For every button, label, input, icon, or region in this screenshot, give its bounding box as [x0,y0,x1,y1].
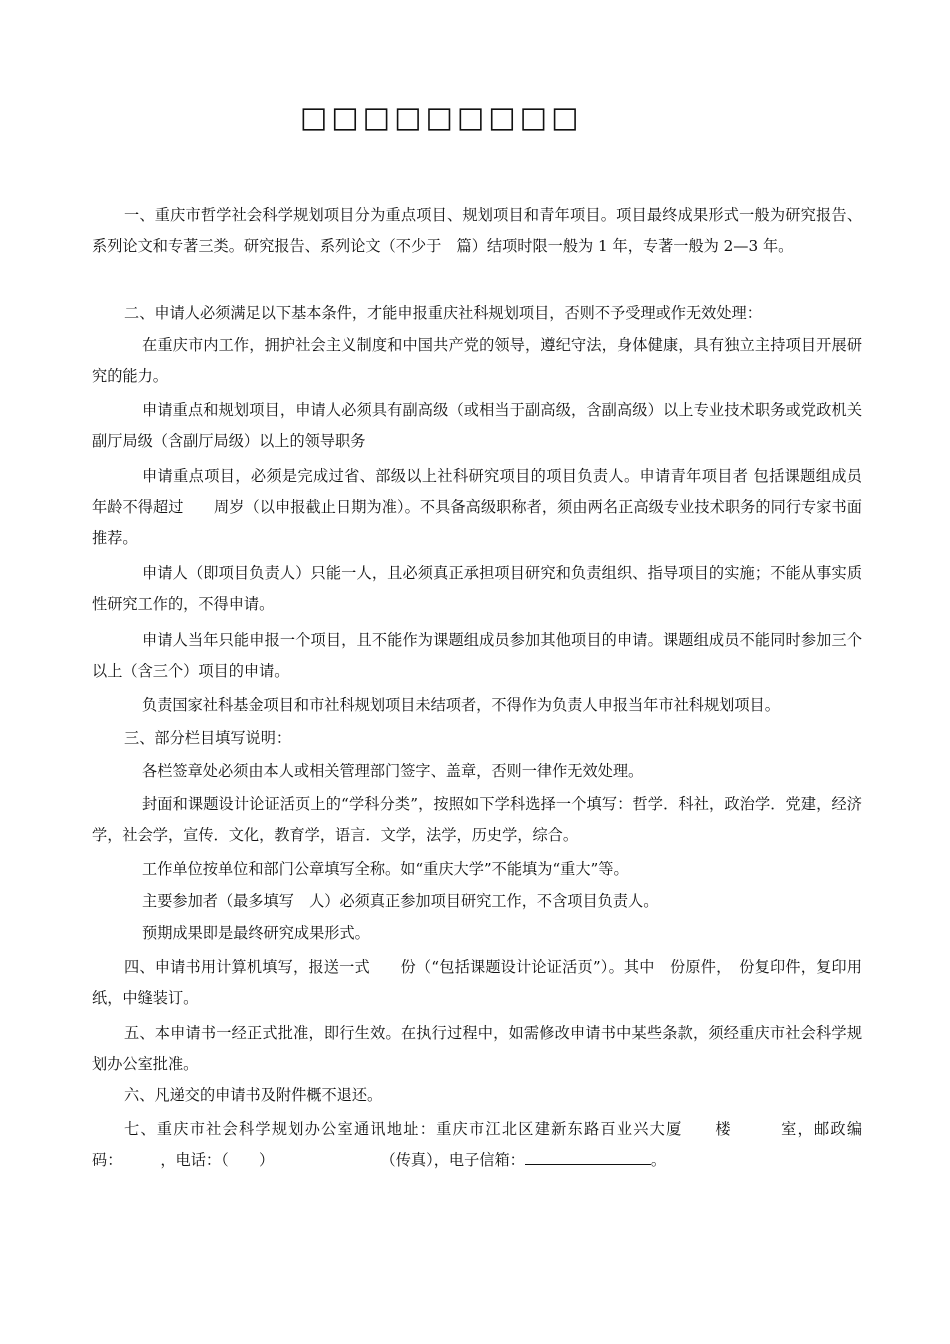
paragraph-10: 各栏签章处必须由本人或相关管理部门签字、盖章，否则一律作无效处理。 [142,762,644,780]
paragraph-11: 封面和课题设计论证活页上的“学科分类”，按照如下学科选择一个填写：哲学．科社，政治学．党建，经济学，社会学，宣传．文化，教育学，语言．文学，法学，历史学，综合。 [92,795,862,844]
paragraph-1: 一、重庆市哲学社会科学规划项目分为重点项目、规划项目和青年项目。项目最终成果形式一般为研究报告、系列论文和专著三类。研究报告、系列论文（不少于 篇）结项时限一般为 1 年，专著一般为 2—3 年。 [92,206,862,255]
paragraph-6: 申请人（即项目负责人）只能一人，且必须真正承担项目研究和负责组织、指导项目的实施；不能从事实质性研究工作的，不得申请。 [92,564,862,613]
paragraph-18-text: 七、重庆市社会科学规划办公室通讯地址：重庆市江北区建新东路百业兴大厦 楼 室，邮政编码： ，电话：（ ） （传真），电子信箱： [92,1120,862,1169]
paragraph-12: 工作单位按单位和部门公章填写全称。如“重庆大学”不能填为“重大”等。 [142,860,629,878]
paragraph-14: 预期成果即是最终研究成果形式。 [142,924,370,942]
page-title: □□□□□□□□□ [300,100,583,134]
paragraph-5: 申请重点项目，必须是完成过省、部级以上社科研究项目的项目负责人。申请青年项目者 包括课题组成员 年龄不得超过 周岁（以申报截止日期为准）。不具备高级职称者，须由两名正高级专业技术职务的同行专家书面推荐。 [92,467,862,547]
paragraph-16: 五、本申请书一经正式批准，即行生效。在执行过程中，如需修改申请书中某些条款，须经重庆市社会科学规划办公室批准。 [92,1024,862,1073]
paragraph-15: 四、申请书用计算机填写，报送一式 份（“包括课题设计论证活页”）。其中 份原件， 份复印件，复印用 纸，中缝装订。 [92,958,893,1007]
paragraph-17: 六、凡递交的申请书及附件概不退还。 [124,1086,383,1104]
paragraph-2: 二、申请人必须满足以下基本条件，才能申报重庆社科规划项目，否则不予受理或作无效处理： [124,304,762,322]
paragraph-3: 在重庆市内工作，拥护社会主义制度和中国共产党的领导，遵纪守法，身体健康，具有独立主持项目开展研究的能力。 [92,336,862,385]
paragraph-18 [92,1114,862,1176]
email-blank [525,1148,651,1165]
paragraph-13: 主要参加者（最多填写 人）必须真正参加项目研究工作，不含项目负责人。 [142,892,659,910]
paragraph-9: 三、部分栏目填写说明： [124,729,292,747]
paragraph-18-suffix: 。 [650,1151,667,1169]
paragraph-7: 申请人当年只能申报一个项目，且不能作为课题组成员参加其他项目的申请。课题组成员不能同时参加三个以上（含三个）项目的申请。 [92,631,862,680]
paragraph-8: 负责国家社科基金项目和市社科规划项目未结项者，不得作为负责人申报当年市社科规划项目。 [142,696,780,714]
paragraph-4: 申请重点和规划项目，申请人必须具有副高级（或相当于副高级，含副高级）以上专业技术职务或党政机关副厅局级（含副厅局级）以上的领导职务 [92,401,862,450]
